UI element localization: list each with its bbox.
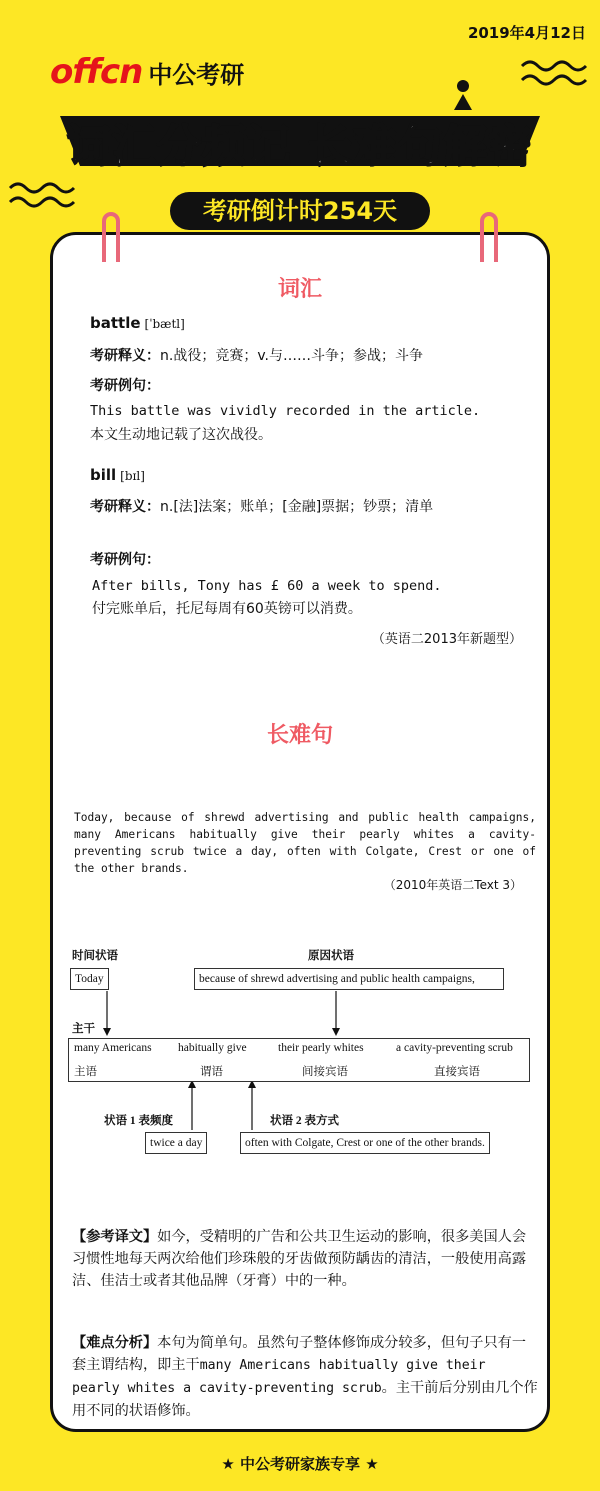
- role-subject: 主语: [74, 1066, 97, 1078]
- time-adv-label: 时间状语: [72, 950, 118, 962]
- adv2-box: often with Colgate, Crest or one of the other brands.: [240, 1132, 490, 1154]
- date: 2019年4月12日: [467, 24, 586, 42]
- arrow-head-time: [103, 1028, 111, 1036]
- role-indirect-object: 间接宾语: [302, 1066, 348, 1078]
- part-subject: many Americans: [74, 1042, 152, 1054]
- role-predicate: 谓语: [200, 1066, 223, 1078]
- word-2-source: （英语二2013年新题型）: [371, 632, 522, 647]
- word-2-example-en: After bills, Tony has £ 60 a week to spend.: [92, 578, 442, 594]
- sentence-text: Today, because of shrewd advertising and public health campaigns, many Americans habitually give their pearly whites a cavity-preventing scrub twice a day, often with Colgate, Crest or one of the other brands.: [74, 811, 536, 875]
- word-1-meaning-text: n.战役；竞赛；v.与……斗争；参战；斗争: [160, 348, 423, 364]
- example-label-2: 考研例句：: [90, 552, 160, 568]
- countdown-text: 考研倒计时254天: [202, 197, 398, 225]
- word-1-text: battle: [90, 314, 141, 332]
- sentence-source: （2010年英语二Text 3）: [383, 878, 522, 892]
- banner-title: 词汇分频记 长难句解密: [66, 121, 534, 172]
- word-2-phonetic: [bɪl]: [120, 469, 145, 483]
- adv1-box: twice a day: [145, 1132, 207, 1154]
- role-direct-object: 直接宾语: [434, 1066, 480, 1078]
- translation-label: 【参考译文】: [72, 1229, 158, 1245]
- part-predicate: habitually give: [178, 1042, 247, 1054]
- example-label: 考研例句：: [90, 378, 160, 394]
- analysis-text-a: 本句为简单句。虽然句子整体修饰成分较多，但句子只有一套主谓结构，即主干: [72, 1335, 527, 1373]
- translation-text: 如今，受精明的广告和公共卫生运动的影响，很多美国人会习惯性地每天两次给他们珍珠般的牙齿做预防龋齿的清洁，一般使用高露洁、佳洁士或者其他品牌（牙膏）中的一种。: [72, 1229, 527, 1289]
- vocab-title: 词汇: [277, 277, 322, 302]
- part-indirect-object: their pearly whites: [278, 1042, 364, 1054]
- sentence-title: 长难句: [266, 723, 333, 748]
- meaning-label: 考研释义：: [90, 348, 160, 364]
- logo-cn: 中公考研: [148, 60, 245, 89]
- cause-adv-label: 原因状语: [308, 950, 354, 962]
- cause-adv-box: because of shrewd advertising and public health campaigns,: [194, 968, 504, 990]
- logo-brand: offcn: [50, 52, 143, 92]
- analysis-text-b: 。主干前后分别由几个作用不同的状语修饰。: [72, 1380, 538, 1419]
- part-direct-object: a cavity-preventing scrub: [396, 1042, 513, 1054]
- adv1-label: 状语 1 表频度: [104, 1115, 173, 1127]
- footer: ★ 中公考研家族专享 ★: [221, 1455, 379, 1473]
- main-label: 主干: [72, 1023, 95, 1035]
- time-adv-box: Today: [70, 968, 109, 990]
- word-2-meaning-text: n.[法]法案；账单；[金融]票据；钞票；清单: [160, 499, 434, 515]
- word-2-example-zh: 付完账单后，托尼每周有60英镑可以消费。: [92, 601, 362, 617]
- analysis-paragraph: [72, 1332, 538, 1422]
- meaning-label-2: 考研释义：: [90, 499, 160, 515]
- adv2-label: 状语 2 表方式: [270, 1115, 339, 1127]
- word-1-example-en: This battle was vividly recorded in the article.: [90, 403, 481, 419]
- word-1-example-zh: 本文生动地记载了这次战役。: [90, 427, 272, 443]
- arrow-head-cause: [332, 1028, 340, 1036]
- analysis-label: 【难点分析】: [72, 1335, 158, 1351]
- analysis-text-en: many Americans habitually give their pearly whites a cavity-preventing scrub: [72, 1358, 486, 1396]
- translation-paragraph: [72, 1226, 538, 1292]
- word-2-text: bill: [90, 466, 117, 484]
- word-1-phonetic: [ˈbætl]: [144, 317, 185, 331]
